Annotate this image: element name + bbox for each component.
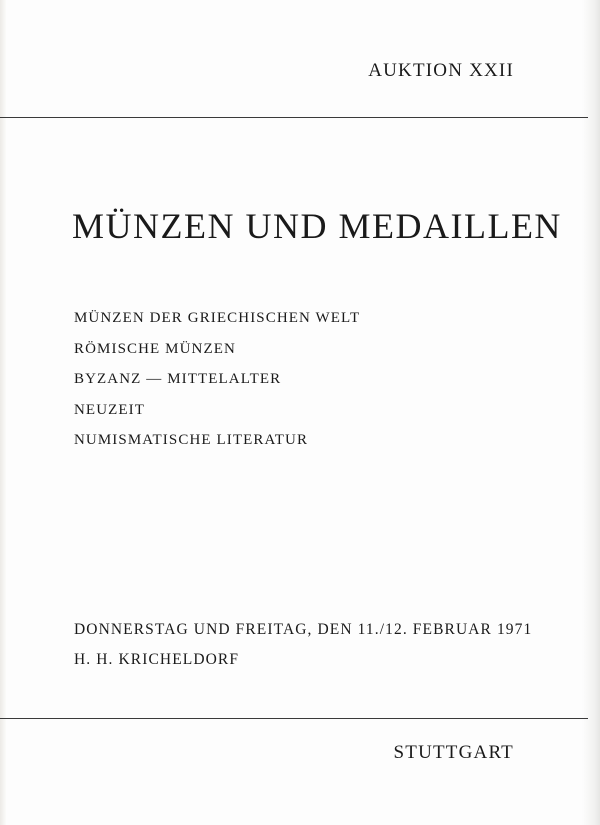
top-divider: [0, 117, 588, 118]
bottom-divider: [0, 718, 588, 719]
auction-number: AUKTION XXII: [368, 60, 514, 81]
auction-date: DONNERSTAG UND FREITAG, DEN 11./12. FEBRUAR 1971: [74, 621, 533, 638]
section-item: NUMISMATISCHE LITERATUR: [74, 432, 309, 448]
section-item: NEUZEIT: [74, 401, 146, 418]
scan-edge-left: [0, 0, 6, 825]
scan-edge-right: [582, 0, 600, 825]
section-item: RÖMISCHE MÜNZEN: [74, 340, 236, 357]
catalog-title: MÜNZEN UND MEDAILLEN: [72, 206, 562, 246]
city-name: STUTTGART: [393, 742, 514, 763]
section-item: MÜNZEN DER GRIECHISCHEN WELT: [74, 310, 361, 326]
section-item: BYZANZ — MITTELALTER: [74, 371, 282, 387]
dealer-name: H. H. KRICHELDORF: [74, 651, 240, 668]
section-list: [74, 303, 360, 456]
